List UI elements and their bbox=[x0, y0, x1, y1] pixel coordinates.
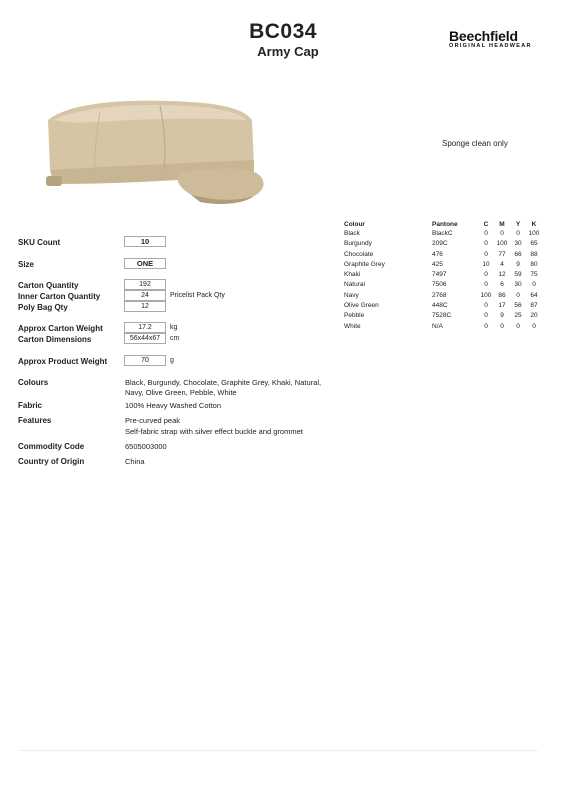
carton-quantity-value: 192 bbox=[124, 279, 166, 290]
colour-table-cell-m: 77 bbox=[498, 250, 506, 258]
colour-table-row bbox=[344, 240, 544, 250]
colour-table-cell-pantone: 425 bbox=[432, 260, 443, 268]
colour-table-row bbox=[344, 271, 544, 281]
k-header: K bbox=[531, 221, 537, 228]
colour-table-row bbox=[344, 230, 544, 240]
pricelist-pack-qty-note: Pricelist Pack Qty bbox=[170, 292, 225, 299]
colour-table-cell-colour: Black bbox=[344, 230, 360, 237]
commodity-code-label: Commodity Code bbox=[18, 442, 85, 451]
colour-table-cell-y: 0 bbox=[516, 322, 520, 330]
colour-table-cell-pantone: 448C bbox=[432, 302, 448, 310]
features-line1: Pre-curved peak bbox=[125, 416, 181, 425]
colour-table-cell-k: 20 bbox=[530, 312, 538, 320]
colour-table-cell-colour: Khaki bbox=[344, 271, 361, 279]
product-name: Army Cap bbox=[257, 44, 319, 59]
colour-table-cell-y: 9 bbox=[516, 260, 520, 268]
colour-table-cell-k: 100 bbox=[528, 230, 540, 237]
colour-table-cell-m: 9 bbox=[500, 312, 504, 320]
colour-table-cell-c: 0 bbox=[484, 322, 488, 330]
approx-carton-weight-label: Approx Carton Weight bbox=[18, 324, 103, 333]
colour-table-cell-pantone: BlackC bbox=[432, 230, 453, 237]
colour-table-cell-colour: Navy bbox=[344, 291, 359, 299]
colour-table-cell-c: 0 bbox=[484, 281, 488, 289]
colour-table-cell-colour: Pebble bbox=[344, 312, 365, 320]
colours-value-line1: Black, Burgundy, Chocolate, Graphite Grey, Khaki, Natural, bbox=[125, 378, 322, 387]
colour-table-cell-y: 30 bbox=[514, 281, 522, 289]
colour-table-cell-pantone: 209C bbox=[432, 240, 448, 248]
colour-table-cell-m: 86 bbox=[498, 291, 506, 299]
colour-table-cell-colour: White bbox=[344, 322, 361, 330]
approx-product-weight-value: 70 bbox=[124, 355, 166, 366]
brand-name: Beechfield bbox=[449, 28, 518, 44]
colour-table-cell-y: 59 bbox=[514, 271, 522, 279]
colour-table-cell-k: 80 bbox=[530, 260, 538, 268]
colours-value bbox=[125, 378, 321, 397]
commodity-code-value: 6505003000 bbox=[125, 442, 167, 451]
colour-table-cell-c: 0 bbox=[484, 250, 488, 258]
colour-table-cell-c: 100 bbox=[480, 291, 492, 299]
colour-table-cell-m: 100 bbox=[496, 240, 508, 248]
colour-table-header bbox=[344, 221, 544, 230]
colour-table-cell-k: 0 bbox=[532, 281, 536, 289]
inner-carton-quantity-label: Inner Carton Quantity bbox=[18, 292, 101, 301]
fabric-value: 100% Heavy Washed Cotton bbox=[125, 401, 222, 410]
colour-table-cell-k: 87 bbox=[530, 302, 538, 310]
fabric-label: Fabric bbox=[18, 401, 43, 410]
colour-table-cell-y: 56 bbox=[514, 302, 522, 310]
colour-table-cell-c: 0 bbox=[484, 230, 488, 237]
country-of-origin-value: China bbox=[125, 457, 145, 466]
colour-table-cell-c: 0 bbox=[484, 302, 488, 310]
colour-table-row bbox=[344, 281, 544, 291]
colour-table-cell-pantone: 7506 bbox=[432, 281, 447, 289]
colour-table-cell-y: 0 bbox=[516, 230, 520, 237]
product-code: BC034 bbox=[249, 20, 317, 43]
carton-dimensions-value: 56x44x67 bbox=[124, 333, 166, 344]
features-line2: Self-fabric strap with silver effect buckle and grommet bbox=[125, 427, 303, 436]
colour-table-cell-y: 30 bbox=[514, 240, 522, 248]
poly-bag-qty-value: 12 bbox=[124, 301, 166, 312]
colour-table-row bbox=[344, 302, 544, 312]
colour-table-cell-colour: Chocolate bbox=[344, 250, 374, 258]
colour-table-cell-c: 0 bbox=[484, 271, 488, 279]
colour-table-cell-m: 4 bbox=[500, 260, 504, 268]
sku-count-value: 10 bbox=[124, 236, 166, 247]
colour-table-cell-pantone: N/A bbox=[432, 322, 443, 330]
colour-table-cell-k: 64 bbox=[530, 291, 538, 299]
carton-weight-unit: kg bbox=[170, 324, 178, 331]
colour-table-cell-k: 65 bbox=[530, 240, 538, 248]
colour-table-cell-m: 12 bbox=[498, 271, 506, 279]
colour-table-cell-pantone: 2768 bbox=[432, 291, 447, 299]
colour-table-cell-colour: Olive Green bbox=[344, 302, 379, 310]
size-label: Size bbox=[18, 260, 35, 269]
carton-dimensions-unit: cm bbox=[170, 335, 180, 342]
size-value: ONE bbox=[124, 258, 166, 269]
colour-table-cell-pantone: 476 bbox=[432, 250, 443, 258]
colours-label: Colours bbox=[18, 378, 49, 387]
colour-table-row bbox=[344, 323, 544, 333]
colour-table-cell-k: 75 bbox=[530, 271, 538, 279]
colour-table-cell-m: 0 bbox=[500, 230, 504, 237]
colour-table-cell-pantone: 7528C bbox=[432, 312, 452, 320]
carton-dimensions-label: Carton Dimensions bbox=[18, 335, 92, 344]
product-weight-unit: g bbox=[170, 357, 174, 364]
brand-logo bbox=[449, 28, 543, 49]
m-header: M bbox=[499, 221, 505, 228]
approx-carton-weight-value: 17.2 bbox=[124, 322, 166, 333]
colour-table-cell-pantone: 7497 bbox=[432, 271, 447, 279]
colour-table-rows bbox=[344, 230, 544, 333]
colour-table-cell-y: 0 bbox=[516, 291, 520, 299]
sku-count-label: SKU Count bbox=[18, 238, 61, 247]
colours-value-line2: Navy, Olive Green, Pebble, White bbox=[125, 387, 237, 397]
colour-header: Colour bbox=[344, 221, 365, 228]
care-instructions: Sponge clean only bbox=[442, 139, 508, 148]
product-image-cap bbox=[40, 90, 280, 220]
colour-table-cell-k: 0 bbox=[532, 322, 536, 330]
colour-table-cell-c: 0 bbox=[484, 312, 488, 320]
colour-table-row bbox=[344, 261, 544, 271]
carton-quantity-label: Carton Quantity bbox=[18, 281, 79, 290]
pantone-header: Pantone bbox=[432, 221, 458, 228]
colour-table-cell-c: 0 bbox=[484, 240, 488, 248]
colour-table-row bbox=[344, 251, 544, 261]
colour-table-cell-y: 66 bbox=[514, 250, 522, 258]
footer-divider bbox=[18, 750, 538, 751]
inner-carton-quantity-value: 24 bbox=[124, 290, 166, 301]
colour-table-row bbox=[344, 312, 544, 322]
country-of-origin-label: Country of Origin bbox=[18, 457, 85, 466]
y-header: Y bbox=[515, 221, 521, 228]
colour-table-cell-k: 88 bbox=[530, 250, 538, 258]
colour-table-cell-colour: Graphite Grey bbox=[344, 260, 385, 268]
brand-tagline: ORIGINAL HEADWEAR bbox=[449, 43, 532, 49]
colour-table bbox=[344, 221, 544, 333]
colour-table-cell-m: 6 bbox=[500, 281, 504, 289]
approx-product-weight-label: Approx Product Weight bbox=[18, 357, 108, 366]
colour-table-cell-m: 17 bbox=[498, 302, 506, 310]
poly-bag-qty-label: Poly Bag Qty bbox=[18, 303, 68, 312]
c-header: C bbox=[483, 221, 489, 228]
colour-table-cell-y: 25 bbox=[514, 312, 522, 320]
colour-table-cell-m: 0 bbox=[500, 322, 504, 330]
colour-table-cell-c: 10 bbox=[482, 260, 490, 268]
colour-table-cell-colour: Natural bbox=[344, 281, 365, 289]
colour-table-cell-colour: Burgundy bbox=[344, 240, 372, 248]
colour-table-row bbox=[344, 292, 544, 302]
features-label: Features bbox=[18, 416, 52, 425]
